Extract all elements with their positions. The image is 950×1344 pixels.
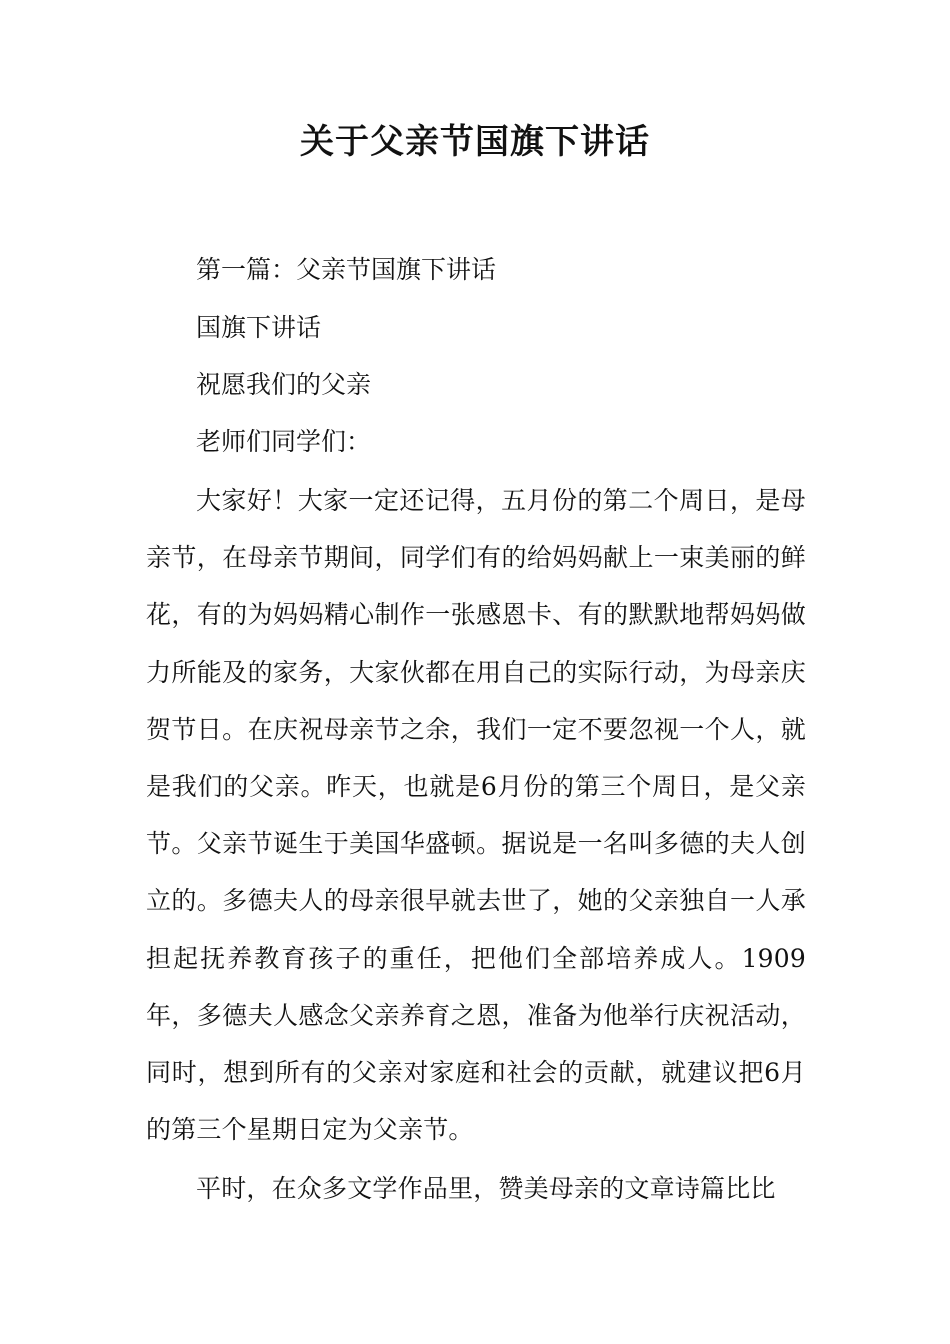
salutation: 老师们同学们： <box>196 427 372 456</box>
speech-subtitle: 祝愿我们的父亲 <box>196 370 372 399</box>
document-title: 关于父亲节国旗下讲话 <box>300 122 650 162</box>
section-heading: 第一篇：父亲节国旗下讲话 <box>196 255 497 284</box>
body-paragraph-1: 大家好！大家一定还记得，五月份的第二个周日，是母亲节，在母亲节期间，同学们有的给妈妈献上一束美丽的鲜花，有的为妈妈精心制作一张感恩卡、有的默默地帮妈妈做力所能及的家务，大家伙都在用自己的实际行动，为母亲庆贺节日。在庆祝母亲节之余，我们一定不要忽视一个人，就是我们的父亲。昨天，也就是6月份的第三个周日，是父亲节。父亲节诞生于美国华盛顿。据说是一名叫多德的夫人创立的。多德夫人的母亲很早就去世了，她的父亲独自一人承担起抚养教育孩子的重任，把他们全部培养成人。1909年，多德夫人感念父亲养育之恩，准备为他举行庆祝活动，同时，想到所有的父亲对家庭和社会的贡献，就建议把6月的第三个星期日定为父亲节。 <box>146 486 806 1145</box>
speech-heading: 国旗下讲话 <box>196 313 322 342</box>
body-paragraph-2: 平时，在众多文学作品里，赞美母亲的文章诗篇比比 <box>196 1174 776 1203</box>
